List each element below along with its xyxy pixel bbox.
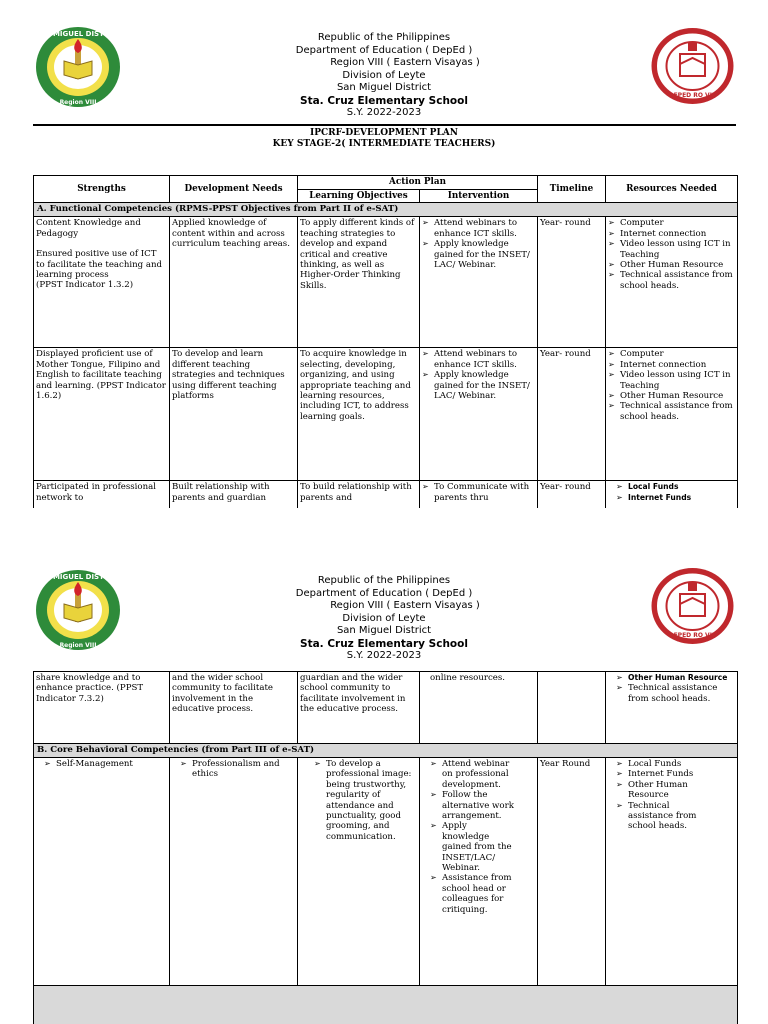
letterhead-line: Republic of the Philippines xyxy=(317,575,451,586)
objective-cell: guardian and the wider school community to facilitate involvement in the educative process. xyxy=(298,672,420,744)
list-item: ➢ Technical assistance from school heads. xyxy=(608,401,735,422)
list-item: ➢ Apply knowledge gained for the INSET/ LAC/ Webinar. xyxy=(422,239,535,270)
intervention-cell xyxy=(420,481,538,508)
letterhead-line: Division of Leyte xyxy=(342,69,426,81)
header-resources: Resources Needed xyxy=(606,176,738,203)
district-seal-text: SAN MIGUEL DISTRICT xyxy=(34,30,122,38)
list-item: ➢ Internet Funds xyxy=(616,769,705,779)
letterhead-line: Region VIII ( Eastern Visayas ) xyxy=(330,600,480,611)
header-strengths: Strengths xyxy=(34,176,170,203)
list-item: ➢ Internet Funds xyxy=(616,493,735,503)
header-learning-objectives: Learning Objectives xyxy=(298,190,420,203)
list-item: ➢ Local Funds xyxy=(616,482,735,492)
development-need-cell xyxy=(170,758,298,986)
timeline-cell: Year Round xyxy=(538,758,606,986)
table-row-shaded xyxy=(34,986,738,1024)
resources-cell xyxy=(606,481,738,508)
development-need-cell: Built relationship with parents and guardian xyxy=(170,481,298,508)
school-year: S.Y. 2022-2023 xyxy=(346,650,422,661)
svg-text:DEPED RO VIII: DEPED RO VIII xyxy=(668,632,717,639)
table-row xyxy=(34,217,738,348)
strength-cell: Displayed proficient use of Mother Tongue, Filipino and English to facilitate teaching and learning. (PPST Indicator 1.6.2) xyxy=(34,348,170,481)
development-need-cell: To develop and learn different teaching strategies and techniques using different teaching platforms xyxy=(170,348,298,481)
development-plan-table-continued xyxy=(33,671,738,1024)
document-page-2 xyxy=(0,560,768,1024)
letterhead-line: Region VIII ( Eastern Visayas ) xyxy=(330,57,480,68)
development-need-cell: Applied knowledge of content within and across curriculum teaching areas. xyxy=(170,217,298,348)
header-development-needs: Development Needs xyxy=(170,176,298,203)
strength-cell: Content Knowledge and Pedagogy Ensured positive use of ICT to facilitate the teaching and learning process (PPST Indicator 1.3.2) xyxy=(34,217,170,348)
header-intervention: Intervention xyxy=(420,190,538,203)
list-item: ➢ Technical assistance from school heads. xyxy=(608,270,735,291)
intervention-cell xyxy=(420,758,538,986)
development-plan-table xyxy=(33,175,738,508)
section-a-heading: A. Functional Competencies (RPMS-PPST Objectives from Part II of e-SAT) xyxy=(34,203,738,217)
svg-text:Region VIII: Region VIII xyxy=(59,642,97,649)
list-item: ➢ Internet connection xyxy=(608,229,735,239)
letterhead-line: San Miguel District xyxy=(336,82,432,93)
letterhead-line: Department of Education ( DepEd ) xyxy=(295,44,473,56)
intervention-cell xyxy=(420,217,538,348)
intervention-cell: online resources. xyxy=(420,672,538,744)
header-action-plan: Action Plan xyxy=(298,176,538,190)
letterhead-line: Republic of the Philippines xyxy=(317,32,451,43)
letterhead xyxy=(0,32,768,120)
school-seal-text: DEPED RO VIII xyxy=(668,92,717,99)
resources-cell xyxy=(606,758,738,986)
list-item: ➢ To Communicate with parents thru xyxy=(422,482,535,503)
resources-cell xyxy=(606,672,738,744)
header-timeline: Timeline xyxy=(538,176,606,203)
strength-cell: share knowledge and to enhance practice. (PPST Indicator 7.3.2) xyxy=(34,672,170,744)
list-item: ➢ Local Funds xyxy=(616,759,705,769)
objective-cell: To apply different kinds of teaching strategies to develop and expand critical and creative thinking, as well as Higher-Order Thinking Skills. xyxy=(298,217,420,348)
list-item: ➢ Follow the alternative work arrangement. xyxy=(430,790,515,821)
list-item: ➢ Attend webinars to enhance ICT skills. xyxy=(422,218,535,239)
document-page-1 xyxy=(0,0,768,508)
section-b-heading: B. Core Behavioral Competencies (from Part III of e-SAT) xyxy=(34,744,738,758)
list-item: ➢ Professionalism and ethics xyxy=(180,759,295,780)
title-line: KEY STAGE-2( INTERMEDIATE TEACHERS) xyxy=(272,138,496,149)
document-title xyxy=(0,128,768,149)
list-item: ➢ Technical assistance from school heads. xyxy=(616,683,735,704)
header-rule xyxy=(33,124,736,126)
list-item: ➢ Assistance from school head or colleagues for critiquing. xyxy=(430,873,515,915)
list-item: ➢ Other Human Resource xyxy=(616,673,735,683)
strength-cell xyxy=(34,758,170,986)
list-item: ➢ Computer xyxy=(608,349,735,359)
letterhead-line: Division of Leyte xyxy=(342,612,426,624)
list-item: ➢ Technical assistance from school heads. xyxy=(616,801,705,832)
table-row xyxy=(34,348,738,481)
list-item: ➢ Other Human Resource xyxy=(608,391,735,401)
title-line: IPCRF-DEVELOPMENT PLAN xyxy=(310,128,458,138)
objective-cell: To acquire knowledge in selecting, developing, organizing, and using appropriate teaching and learning resources, including ICT, to address learning goals. xyxy=(298,348,420,481)
svg-text:Region VIII: Region VIII xyxy=(59,99,97,106)
objective-cell xyxy=(298,758,420,986)
table-row xyxy=(34,758,738,986)
table-row xyxy=(34,672,738,744)
school-year: S.Y. 2022-2023 xyxy=(346,107,422,118)
timeline-cell: Year- round xyxy=(538,217,606,348)
list-item: ➢ Other Human Resource xyxy=(616,780,705,801)
timeline-cell xyxy=(538,672,606,744)
svg-text:SAN MIGUEL DISTRICT: SAN MIGUEL DISTRICT xyxy=(34,573,122,581)
list-item: ➢ Video lesson using ICT in Teaching xyxy=(608,239,735,260)
objective-cell: To build relationship with parents and xyxy=(298,481,420,508)
table-row xyxy=(34,481,738,508)
list-item: ➢ Attend webinars to enhance ICT skills. xyxy=(422,349,535,370)
resources-cell xyxy=(606,348,738,481)
list-item: ➢ Apply knowledge gained from the INSET/LAC/ Webinar. xyxy=(430,821,515,873)
strength-cell: Participated in professional network to xyxy=(34,481,170,508)
timeline-cell: Year- round xyxy=(538,481,606,508)
letterhead-line: Department of Education ( DepEd ) xyxy=(295,587,473,599)
school-name: Sta. Cruz Elementary School xyxy=(300,637,468,650)
timeline-cell: Year- round xyxy=(538,348,606,481)
list-item: ➢ Internet connection xyxy=(608,360,735,370)
list-item: ➢ Attend webinar on professional development. xyxy=(430,759,515,790)
development-need-cell: and the wider school community to facilitate involvement in the educative process. xyxy=(170,672,298,744)
list-item: ➢ Self-Management xyxy=(44,759,167,769)
page-gap xyxy=(0,508,768,560)
resources-cell xyxy=(606,217,738,348)
list-item: ➢ Apply knowledge gained for the INSET/ LAC/ Webinar. xyxy=(422,370,535,401)
list-item: ➢ To develop a professional image: being trustworthy, regularity of attendance and punctuality, good grooming, and communication. xyxy=(314,759,417,842)
list-item: ➢ Other Human Resource xyxy=(608,260,735,270)
list-item: ➢ Computer xyxy=(608,218,735,228)
letterhead-line: San Miguel District xyxy=(336,625,432,636)
school-name: Sta. Cruz Elementary School xyxy=(300,94,468,107)
list-item: ➢ Video lesson using ICT in Teaching xyxy=(608,370,735,391)
intervention-cell xyxy=(420,348,538,481)
letterhead xyxy=(0,575,768,663)
